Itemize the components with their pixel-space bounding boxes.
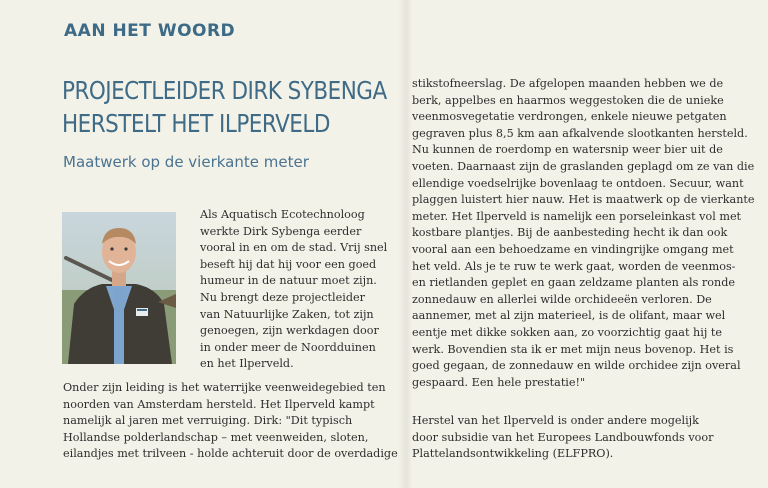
text-line: humeur in de natuur moet zijn. (200, 274, 377, 288)
text-line: Plattelandsontwikkeling (ELFPRO). (412, 447, 614, 461)
text-line: door subsidie van het Europees Landbouwfonds voor (412, 430, 714, 444)
text-line: stikstofneerslag. De afgelopen maanden hebben we de (412, 77, 724, 90)
text-line: namelijk al jaren met verruiging. Dirk: "Dit typisch (63, 414, 353, 428)
text-line: eilandjes met trilveen - holde achteruit door de overdadige (63, 447, 398, 461)
text-line: het veld. Als je te ruw te werk gaat, worden de veenmos- (412, 259, 736, 273)
intro-paragraph (200, 207, 387, 373)
text-line: Onder zijn leiding is het waterrijke veenweidegebied ten (63, 381, 386, 394)
text-line: meter. Het Ilperveld is namelijk een porseleinkast vol met (412, 209, 742, 223)
text-line: noorden van Amsterdam hersteld. Het Ilperveld kampt (63, 397, 375, 411)
text-line: werkte Dirk Sybenga eerder (200, 224, 362, 238)
text-line: Nu kunnen de roerdomp en watersnip weer bier uit de (412, 143, 723, 157)
text-line: Als Aquatisch Ecotechnoloog (200, 208, 365, 221)
text-line: van Natuurlijke Zaken, tot zijn (200, 307, 374, 321)
page-fold-shadow (398, 0, 412, 488)
text-line: gegraven plus 8,5 km aan afkalvende slootkanten hersteld. (412, 126, 748, 140)
text-line: en het Ilperveld. (200, 357, 294, 371)
closing-paragraph (412, 413, 714, 463)
text-line: voeten. Daarnaast zijn de graslanden geplagd om ze van die (412, 159, 755, 173)
text-line: vooral in en om de stad. Vrij snel (200, 241, 388, 255)
text-line: werk. Bovendien sta ik er met mijn neus bovenop. Het is (412, 342, 734, 356)
text-line: in onder meer de Noordduinen (200, 340, 376, 354)
text-line: ellendige voedselrijke bovenlaag te ontdoen. Secuur, want (412, 176, 744, 190)
text-line: goed gegaan, de zonnedauw en wilde orchidee zijn overal (412, 359, 741, 373)
right-column-paragraph (412, 76, 755, 391)
text-line: genoegen, zijn werkdagen door (200, 324, 379, 338)
portrait-illustration (62, 212, 176, 364)
headline-line: PROJECTLEIDER DIRK SYBENGA (62, 76, 387, 105)
text-line: gespaard. Een hele prestatie!" (412, 375, 586, 389)
text-line: kostbare plantjes. Bij de aanbesteding hecht ik dan ook (412, 226, 728, 240)
text-line: beseft hij dat hij voor een goed (200, 257, 377, 271)
text-line: veenmosvegetatie verdrongen, enkele nieuwe petgaten (412, 110, 727, 124)
text-line: eentje met dikke sokken aan, zo voorzichtig gaat hij te (412, 325, 722, 339)
text-line: berk, appelbes en haarmos weggestoken die de unieke (412, 93, 724, 107)
headline-line: HERSTELT HET ILPERVELD (62, 109, 330, 138)
text-line: aannemer, met al zijn materieel, is de olifant, maar wel (412, 309, 726, 323)
text-line: vooral aan een behoedzame en vindingrijke omgang met (412, 242, 734, 256)
subheadline: Maatwerk op de vierkante meter (63, 153, 309, 171)
headline (62, 74, 387, 140)
text-line: Hollandse polderlandschap – met veenweiden, sloten, (63, 430, 369, 444)
section-label: AAN HET WOORD (64, 21, 236, 41)
portrait-photo (62, 212, 176, 364)
text-line: plaggen luistert hier nauw. Het is maatwerk op de vierkante (412, 193, 755, 207)
text-line: zonnedauw en allerlei wilde orchideeën verloren. De (412, 292, 712, 306)
text-line: Nu brengt deze projectleider (200, 290, 365, 304)
text-line: en rietlanden geplet en gaan zeldzame planten als ronde (412, 276, 735, 290)
lower-paragraph (63, 380, 398, 463)
text-line: Herstel van het Ilperveld is onder andere mogelijk (412, 414, 699, 427)
